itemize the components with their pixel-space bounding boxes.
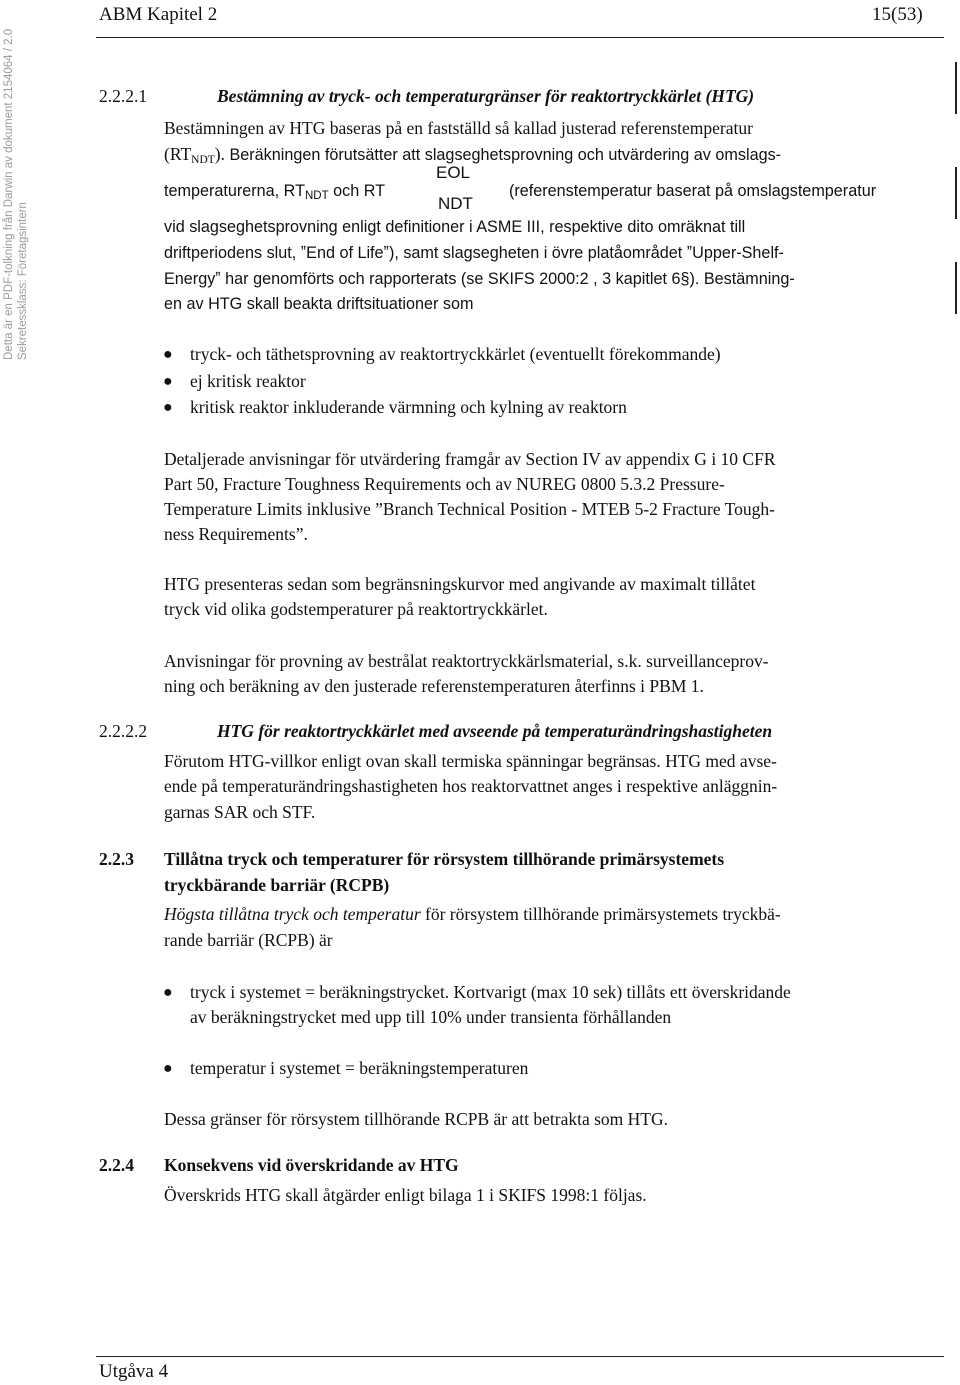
section-223-para2: Dessa gränser för rörsystem tillhörande RCPB är att betrakta som HTG. bbox=[164, 1109, 668, 1129]
bullet-dot: ● bbox=[163, 373, 173, 390]
header-rule bbox=[96, 37, 944, 38]
section-2222-line1: Förutom HTG-villkor enligt ovan skall termiska spänningar begränsas. HTG med avse- bbox=[164, 751, 777, 771]
footer-rule bbox=[96, 1356, 944, 1357]
footer-edition: Utgåva 4 bbox=[99, 1361, 169, 1382]
para1-line5: driftperiodens slut, ˮEnd of Lifeˮ), samt slagsegheten i övre platåområdet ˮUpper-Shelf- bbox=[164, 244, 784, 262]
sidebar-line-1: Detta är en PDF-tolkning från Darwin av dokument 2154064 / 2.0 bbox=[3, 28, 15, 360]
section-title-2222: HTG för reaktortryckkärlet med avseende på temperaturändringshastigheten bbox=[217, 721, 773, 741]
para3-line2: tryck vid olika godstemperaturer på reaktortryckkärlet. bbox=[164, 599, 548, 619]
bullet-dot: ● bbox=[163, 1060, 173, 1077]
para2-line4: ness Requirementsˮ. bbox=[164, 524, 308, 544]
para4-line1: Anvisningar för provning av bestrålat reaktortryckkärlsmaterial, s.k. surveillanceprov- bbox=[164, 651, 769, 671]
section-number-223: 2.2.3 bbox=[99, 849, 134, 869]
section-number-224: 2.2.4 bbox=[99, 1155, 134, 1175]
bullet-temperature: temperatur i systemet = beräkningstemperaturen bbox=[190, 1058, 529, 1078]
header-left: ABM Kapitel 2 bbox=[99, 4, 218, 25]
para1-line7: en av HTG skall beakta driftsituationer som bbox=[164, 295, 474, 313]
bullet-item: kritisk reaktor inkluderande värmning och kylning av reaktorn bbox=[190, 397, 627, 417]
para4-line2: ning och beräkning av den justerade referenstemperaturen återfinns i PBM 1. bbox=[164, 676, 704, 696]
section-title-2221: Bestämning av tryck- och temperaturgränser för reaktortryckkärlet (HTG) bbox=[217, 86, 755, 106]
para2-line3: Temperature Limits inklusive ˮBranch Technical Position - MTEB 5-2 Fracture Tough- bbox=[164, 499, 775, 519]
section-title-224: Konsekvens vid överskridande av HTG bbox=[164, 1155, 459, 1175]
para2-line2: Part 50, Fracture Toughness Requirements och av NUREG 0800 5.3.2 Pressure- bbox=[164, 474, 725, 494]
header-page-number: 15(53) bbox=[872, 4, 923, 25]
section-number-2222: 2.2.2.2 bbox=[99, 721, 148, 741]
bullet-item: ej kritisk reaktor bbox=[190, 371, 306, 391]
sidebar-line-2: Sekretessklass: Företagsintern bbox=[17, 202, 29, 360]
rt-eol-superscript: EOL bbox=[436, 163, 471, 182]
sidebar-watermark bbox=[0, 30, 42, 360]
para1-line2: $(RT_{NDT})$. Beräkningen förutsätter att slagseghetsprovning och utvärdering av omslags- bbox=[164, 144, 782, 166]
change-bar-1 bbox=[955, 62, 957, 114]
section-title-223-line2: tryckbärande barriär (RCPB) bbox=[164, 875, 390, 895]
bullet-dot: ● bbox=[163, 399, 173, 416]
section-2222-line3: garnas SAR och STF. bbox=[164, 802, 316, 822]
section-224-para: Överskrids HTG skall åtgärder enligt bilaga 1 i SKIFS 1998:1 följas. bbox=[164, 1185, 647, 1205]
bullet-dot: ● bbox=[163, 984, 173, 1001]
change-bar-2 bbox=[955, 167, 957, 219]
bullet-pressure-line2: av beräkningstrycket med upp till 10% under transienta förhållanden bbox=[190, 1007, 672, 1027]
change-bar-3 bbox=[955, 262, 957, 314]
para2-line1: Detaljerade anvisningar för utvärdering framgår av Section IV av appendix G i 10 CFR bbox=[164, 449, 776, 469]
para3-line1: HTG presenteras sedan som begränsningskurvor med angivande av maximalt tillåtet bbox=[164, 574, 756, 594]
section-title-223-line1: Tillåtna tryck och temperaturer för rörsystem tillhörande primärsystemets bbox=[164, 849, 725, 869]
para1-line4: vid slagseghetsprovning enligt definitioner i ASME III, respektive dito omräknat till bbox=[164, 218, 746, 236]
section-number-2221: 2.2.2.1 bbox=[99, 86, 148, 106]
section-2222-line2: ende på temperaturändringshastigheten hos reaktorvattnet anges i respektive anläggnin- bbox=[164, 776, 778, 796]
para1-line6: Energyˮ har genomförts och rapporterats (se SKIFS 2000:2 , 3 kapitlet 6§). Bestämning- bbox=[164, 270, 795, 288]
para1-line3: temperaturerna, $RT_{NDT}$ och RT bbox=[164, 182, 385, 202]
section-223-para-line1: Högsta tillåtna tryck och temperatur för rörsystem tillhörande primärsystemets tryckbä- bbox=[164, 904, 781, 924]
section-223-para-line2: rande barriär (RCPB) är bbox=[164, 930, 333, 950]
bullet-pressure-line1: tryck i systemet = beräkningstrycket. Kortvarigt (max 10 sek) tillåts ett överskridande bbox=[190, 982, 791, 1002]
para1-line3-rest: (referenstemperatur baserat på omslagstemperatur bbox=[509, 182, 877, 200]
para1-line1: Bestämningen av HTG baseras på en fastställd så kallad justerad referenstemperatur bbox=[164, 118, 753, 138]
bullet-item: tryck- och täthetsprovning av reaktortryckkärlet (eventuellt förekommande) bbox=[190, 344, 721, 364]
rt-ndt-subscript: NDT bbox=[438, 194, 473, 213]
bullet-dot: ● bbox=[163, 346, 173, 363]
